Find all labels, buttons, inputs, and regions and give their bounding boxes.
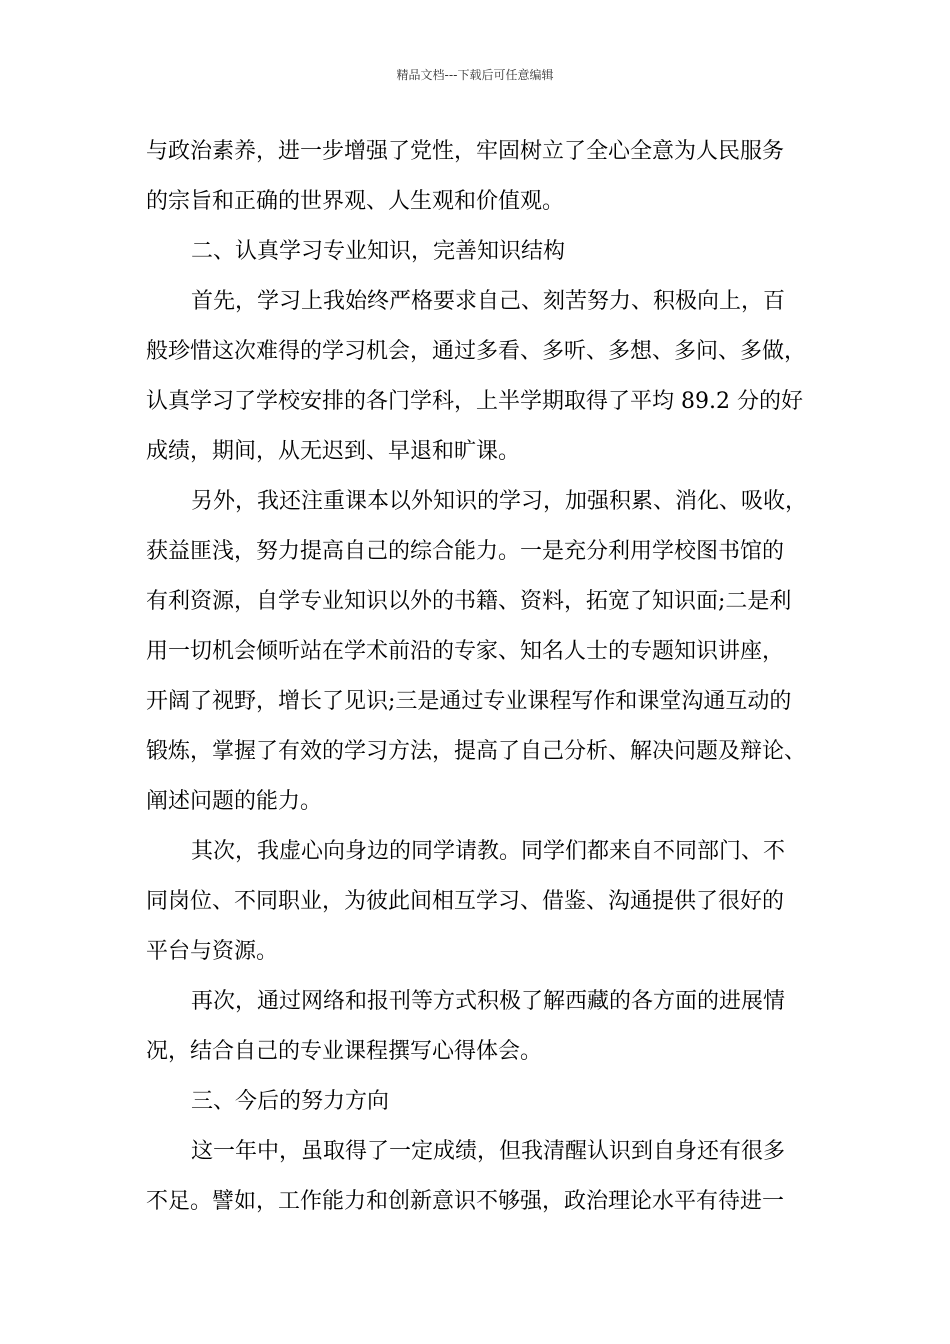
text-line: 获益匪浅，努力提高自己的综合能力。一是充分利用学校图书馆的 [146, 539, 785, 564]
text-line: 般珍惜这次难得的学习机会，通过多看、多听、多想、多问、多做， [146, 339, 807, 364]
text-line: 开阔了视野，增长了见识;三是通过专业课程写作和课堂沟通互动的 [146, 689, 792, 714]
text-line: 其次，我虚心向身边的同学请教。同学们都来自不同部门、不 [191, 839, 786, 864]
text-line: 再次，通过网络和报刊等方式积极了解西藏的各方面的进展情 [191, 989, 786, 1014]
text-line: 这一年中，虽取得了一定成绩，但我清醒认识到自身还有很多 [191, 1139, 786, 1164]
text-line: 锻炼，掌握了有效的学习方法，提高了自己分析、解决问题及辩论、 [146, 739, 807, 764]
text-line: 认真学习了学校安排的各门学科，上半学期取得了平均 89.2 分的好 [146, 389, 803, 414]
text-line: 首先，学习上我始终严格要求自己、刻苦努力、积极向上，百 [191, 289, 786, 314]
text-line: 况，结合自己的专业课程撰写心得体会。 [146, 1039, 543, 1064]
text-line: 同岗位、不同职业，为彼此间相互学习、借鉴、沟通提供了很好的 [146, 889, 785, 914]
page-header: 精品文档---下载后可任意编辑 [396, 68, 554, 82]
text-line: 用一切机会倾听站在学术前沿的专家、知名人士的专题知识讲座， [146, 639, 785, 664]
text-line: 成绩，期间，从无迟到、早退和旷课。 [146, 439, 521, 464]
text-line: 的宗旨和正确的世界观、人生观和价值观。 [146, 189, 565, 214]
section-heading: 三、今后的努力方向 [191, 1089, 390, 1114]
text-line: 平台与资源。 [146, 939, 279, 964]
section-heading: 二、认真学习专业知识，完善知识结构 [191, 239, 566, 264]
text-line: 不足。譬如，工作能力和创新意识不够强，政治理论水平有待进一 [146, 1189, 785, 1214]
text-line: 阐述问题的能力。 [146, 789, 323, 814]
text-line: 另外，我还注重课本以外知识的学习，加强积累、消化、吸收， [191, 489, 808, 514]
text-line: 与政治素养，进一步增强了党性，牢固树立了全心全意为人民服务 [146, 139, 785, 164]
text-line: 有利资源，自学专业知识以外的书籍、资料，拓宽了知识面;二是利 [146, 589, 792, 614]
